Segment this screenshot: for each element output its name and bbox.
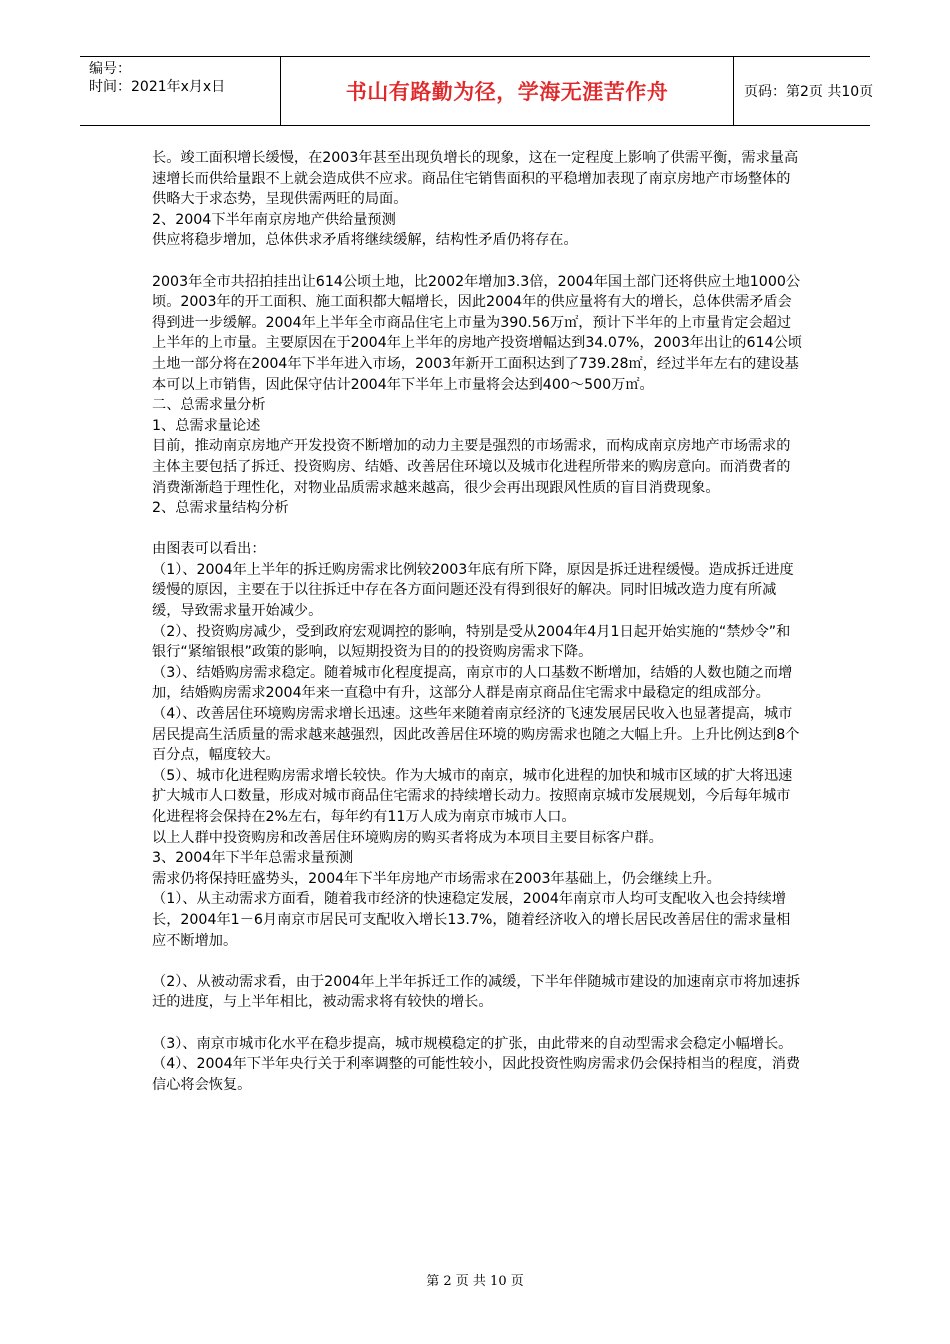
body-paragraph: 长。竣工面积增长缓慢，在2003年甚至出现负增长的现象，这在一定程度上影响了供需平衡，需求量高速增长而供给量跟不上就会造成供不应求。商品住宅销售面积的平稳增加表现了南京房地产市场整体的供略大于求态势，呈现供需两旺的局面。 xyxy=(152,150,799,208)
body-paragraph: （1）、从主动需求方面看，随着我市经济的快速稳定发展，2004年南京市人均可支配收入也会持续增长，2004年1－6月南京市居民可支配收入增长13.7%，随着经济收入的增长居民改善居住的需求量相应不断增加。 xyxy=(152,891,791,949)
body-paragraph: 二、总需求量分析 xyxy=(152,397,266,414)
body-paragraph: 1、总需求量论述 xyxy=(152,417,261,434)
header-motto-cell xyxy=(280,57,734,125)
body-paragraph: （2）、从被动需求看，由于2004年上半年拆迁工作的减缓，下半年伴随城市建设的加速南京市将加速拆迁的进度，与上半年相比，被动需求将有较快的增长。 xyxy=(152,973,801,1011)
body-paragraph: 由图表可以看出： xyxy=(152,541,266,558)
document-number-label: 编号： xyxy=(89,61,131,77)
body-paragraph: 需求仍将保持旺盛势头，2004年下半年房地产市场需求在2003年基础上，仍会继续上升。 xyxy=(152,870,721,887)
document-body xyxy=(152,148,802,1095)
body-paragraph: 以上人群中投资购房和改善居住环境购房的购买者将成为本项目主要目标客户群。 xyxy=(152,829,663,846)
blank-line xyxy=(152,251,802,272)
header-meta xyxy=(80,57,280,125)
body-paragraph: 目前，推动南京房地产开发投资不断增加的动力主要是强烈的市场需求，而构成南京房地产市场需求的主体主要包括了拆迁、投资购房、结婚、改善居住环境以及城市化进程所带来的购房意向。而消费者的消费渐渐趋于理性化，对物业品质需求越来越高，很少会再出现跟风性质的盲目消费现象。 xyxy=(152,438,791,496)
body-paragraph: 2003年全市共招拍挂出让614公顷土地，比2002年增加3.3倍，2004年国土部门还将供应土地1000公顷。2003年的开工面积、施工面积都大幅增长，因此2004年的供应量将有大的增长，总体供需矛盾会得到进一步缓解。2004年上半年全市商品住宅上市量为390.56万㎡，预计下半年的上市量肯定会超过上半年的上市量。主要原因在于2004年上半年的房地产投资增幅达到34.07%，2003年出让的614公顷土地一部分将在2004年下半年进入市场，2003年新开工面积达到了739.28㎡，经过半年左右的建设基本可以上市销售，因此保守估计2004年下半年上市量将会达到400～500万㎡。 xyxy=(152,273,802,393)
header-page-info: 页码：第2页 共10页 xyxy=(744,84,874,100)
body-paragraph: 2、2004下半年南京房地产供给量预测 xyxy=(152,211,396,228)
body-paragraph: （2）、投资购房减少，受到政府宏观调控的影响，特别是受从2004年4月1日起开始实施的“禁炒令”和银行“紧缩银根”政策的影响，以短期投资为目的的投资购房需求下降。 xyxy=(152,623,791,661)
body-paragraph: （5）、城市化进程购房需求增长较快。作为大城市的南京，城市化进程的加快和城市区域的扩大将迅速扩大城市人口数量，形成对城市商品住宅需求的持续增长动力。按照南京城市发展规划，今后每年城市化进程将会保持在2%左右，每年约有11万人成为南京市城市人口。 xyxy=(152,767,793,825)
blank-line xyxy=(152,519,802,540)
body-paragraph: 供应将稳步增加，总体供求矛盾将继续缓解，结构性矛盾仍将存在。 xyxy=(152,232,578,249)
body-paragraph: 3、2004年下半年总需求量预测 xyxy=(152,850,354,867)
page-header xyxy=(80,56,874,126)
page-footer: 第 2 页 共 10 页 xyxy=(426,1274,524,1289)
body-paragraph: （1）、2004年上半年的拆迁购房需求比例较2003年底有所下降，原因是拆迁进程缓慢。造成拆迁进度缓慢的原因，主要在于以往拆迁中存在各方面问题还没有得到很好的解决。同时旧城改造力度有所减缓，导致需求量开始减少。 xyxy=(152,561,794,620)
blank-line xyxy=(152,951,802,972)
body-paragraph: 2、总需求量结构分析 xyxy=(152,500,289,517)
blank-line xyxy=(152,1013,802,1034)
header-motto: 书山有路勤为径，学海无涯苦作舟 xyxy=(345,80,669,104)
document-time-label: 时间：2021年x月x日 xyxy=(89,79,226,95)
body-paragraph: （3）、结婚购房需求稳定。随着城市化程度提高，南京市的人口基数不断增加，结婚的人数也随之而增加，结婚购房需求2004年来一直稳中有升，这部分人群是南京商品住宅需求中最稳定的组成部分。 xyxy=(152,664,793,702)
body-paragraph: （3）、南京市城市化水平在稳步提高，城市规模稳定的扩张，由此带来的自动型需求会稳定小幅增长。 xyxy=(152,1035,793,1052)
body-paragraph: （4）、2004年下半年央行关于利率调整的可能性较小，因此投资性购房需求仍会保持相当的程度，消费信心将会恢复。 xyxy=(152,1056,801,1093)
body-paragraph: （4）、改善居住环境购房需求增长迅速。这些年来随着南京经济的飞速发展居民收入也显著提高，城市居民提高生活质量的需求越来越强烈，因此改善居住环境的购房需求也随之大幅上升。上升比例达到8个百分点，幅度较大。 xyxy=(152,706,800,764)
